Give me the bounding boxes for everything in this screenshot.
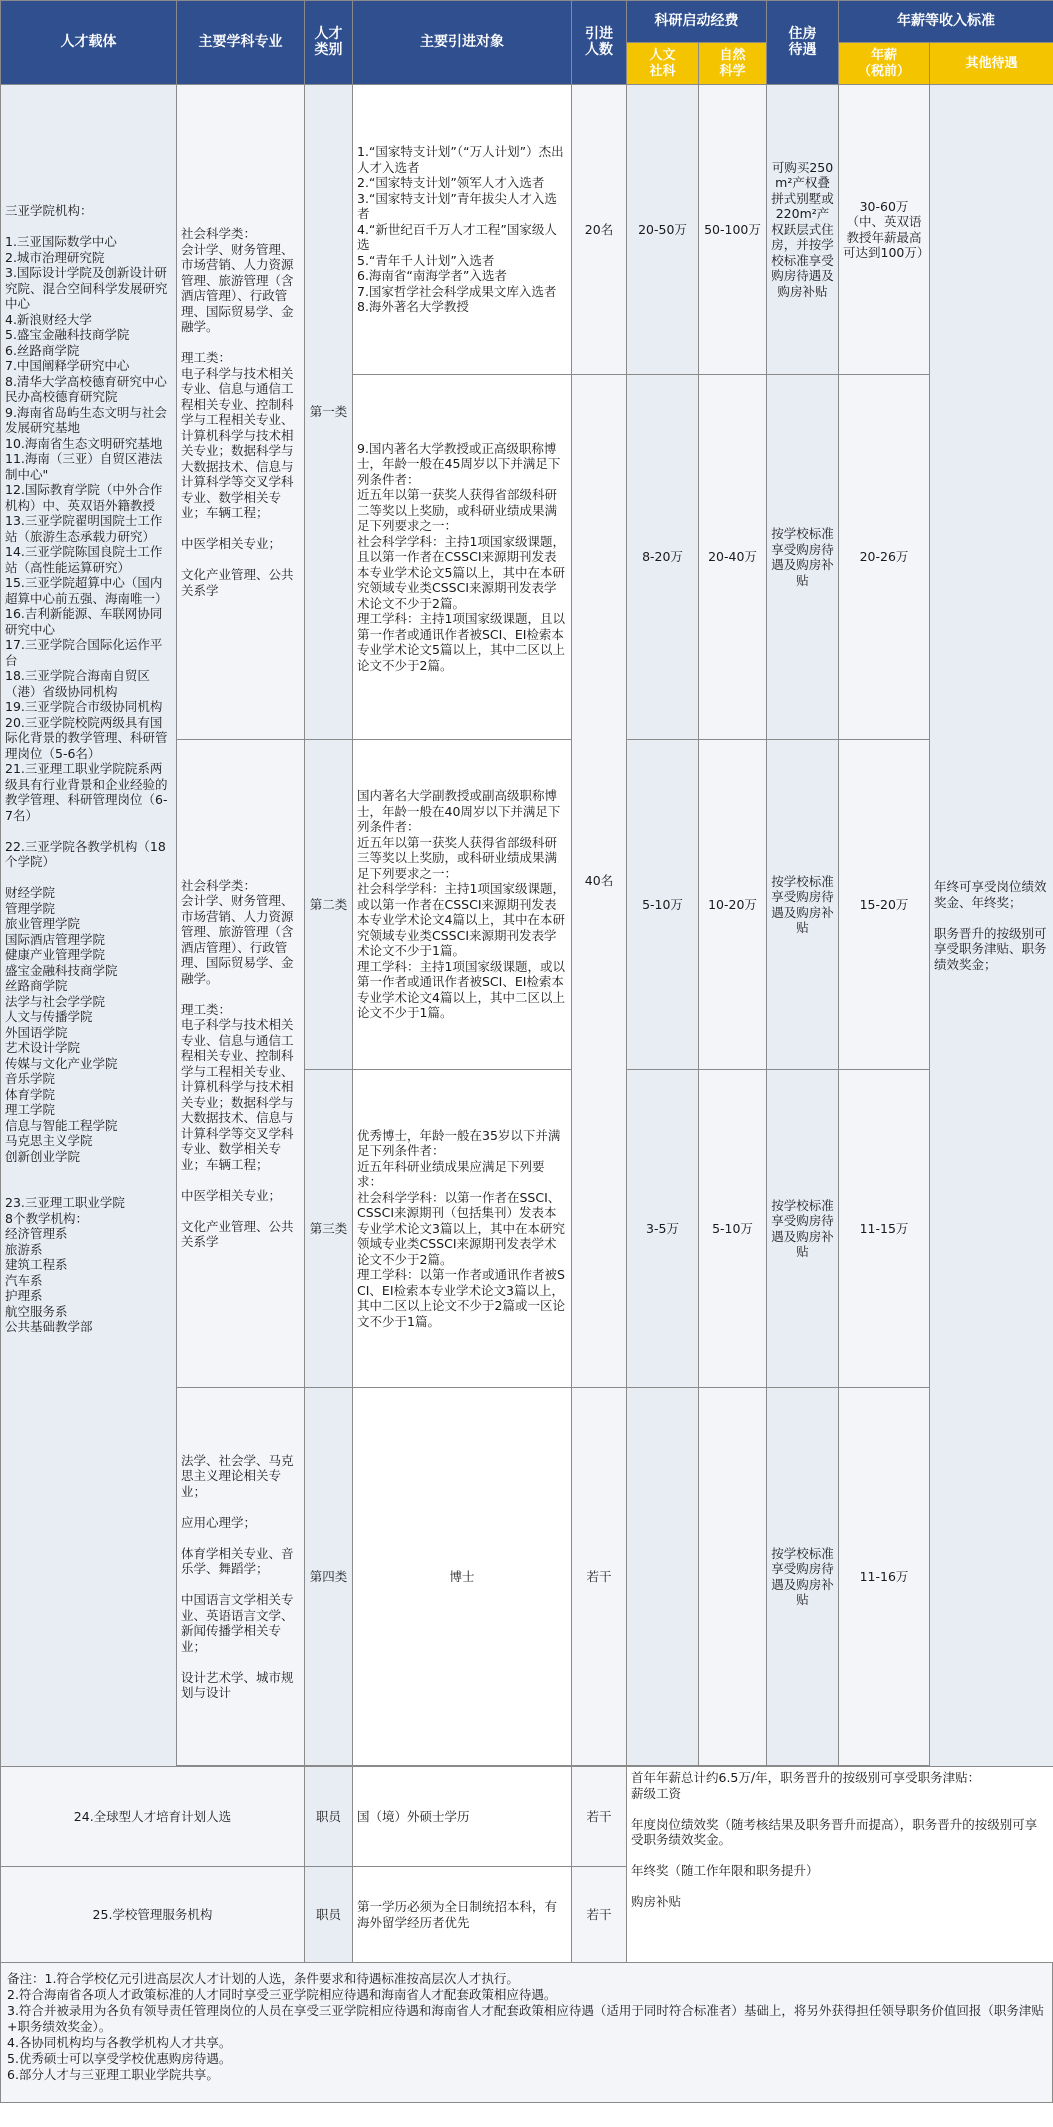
col-housing-header: 住房 待遇 <box>767 1 839 85</box>
col-fund-humanities-header: 人文 社科 <box>627 43 699 85</box>
category-4-fund-science <box>699 1388 767 1766</box>
majors-main-cell-2: 社会科学类： 会计学、财务管理、市场营销、人力资源管理、旅游管理（含酒店管理）、行政管理、国际贸易学、金融学。 理工类： 电子科学与技术相关专业、信息与通信工程相关专业、控制科学与工程相关专业、计算机科学与技术相关专业；数据科学与大数据技术、信息与计算科学等交叉学科专业、数学相关专业；车辆工程； 中医学相关专业； 文化产业管理、公共关系学 <box>177 740 305 1388</box>
staff-benefits-cell: 首年年薪总计约6.5万/年，职务晋升的按级别可享受职务津贴： 薪级工资 年度岗位绩效奖（随考核结果及职务晋升而提高），职务晋升的按级别可享受职务绩效奖金。 年终奖（随工作年限和职务提升） 购房补贴 <box>627 1767 1053 1963</box>
staff-24-target: 国（境）外硕士学历 <box>353 1767 572 1867</box>
category-1-salary-b: 20-26万 <box>839 375 930 740</box>
category-1-fund-science-a: 50-100万 <box>699 85 767 375</box>
staff-24-carrier: 24.全球型人才培育计划人选 <box>1 1767 305 1867</box>
category-1-fund-humanities-b: 8-20万 <box>627 375 699 740</box>
col-carrier-header: 人才载体 <box>1 1 177 85</box>
col-category-header: 人才 类别 <box>305 1 353 85</box>
staff-25-category: 职员 <box>305 1867 353 1963</box>
category-2-3-count: 40名 <box>572 375 627 1388</box>
category-4-targets: 博士 <box>353 1388 572 1766</box>
category-2-fund-humanities: 5-10万 <box>627 740 699 1070</box>
category-1-fund-science-b: 20-40万 <box>699 375 767 740</box>
staff-25-carrier: 25.学校管理服务机构 <box>1 1867 305 1963</box>
category-1-housing-b: 按学校标准享受购房待遇及购房补贴 <box>767 375 839 740</box>
category-1-housing-a: 可购买250m²产权叠拼式别墅或220m²产权跃层式住房，并按学校标准享受购房待遇及购房补贴 <box>767 85 839 375</box>
category-4-fund-humanities <box>627 1388 699 1766</box>
col-fund-science-header: 自然 科学 <box>699 43 767 85</box>
category-1-salary-a: 30-60万 （中、英双语教授年薪最高可达到100万） <box>839 85 930 375</box>
col-other-header: 其他待遇 <box>930 43 1053 85</box>
category-3-housing: 按学校标准享受购房待遇及购房补贴 <box>767 1070 839 1388</box>
category-2-housing: 按学校标准享受购房待遇及购房补贴 <box>767 740 839 1070</box>
category-3-cell: 第三类 <box>305 1070 353 1388</box>
col-targets-header: 主要引进对象 <box>353 1 572 85</box>
category-3-fund-humanities: 3-5万 <box>627 1070 699 1388</box>
majors-fourth-cell: 法学、社会学、马克思主义理论相关专业； 应用心理学； 体育学相关专业、音乐学、舞蹈学； 中国语言文学相关专业、英语语言文学、新闻传播学相关专业； 设计艺术学、城市规划与设计 <box>177 1388 305 1766</box>
col-fund-header: 科研启动经费 <box>627 1 767 43</box>
category-2-salary: 15-20万 <box>839 740 930 1070</box>
category-1-targets-b: 9.国内著名大学教授或正高级职称博士，年龄一般在45周岁以下并满足下列条件者： 近五年以第一获奖人获得省部级科研二等奖以上奖励，或科研业绩成果满足下列要求之一： 社会科学学科：主持1项国家级课题，且以第一作者在CSSCI来源期刊发表本专业学术论文5篇以上，其中在本研究领域专业类CSSCI来源期刊发表学术论文不少于2篇。 理工学科：主持1项国家级课题，且以第一作者或通讯作者被SCI、EI检索本专业学术论文5篇以上，其中二区以上论文不少于2篇。 <box>353 375 572 740</box>
category-3-targets: 优秀博士，年龄一般在35岁以下并满足下列条件者： 近五年科研业绩成果应满足下列要求： 社会科学学科：以第一作者在SSCI、CSSCI来源期刊（包括集刊）发表本专业学术论文3篇以上，其中在本研究领域专业类CSSCI来源期刊发表学术论文不少于2篇。 理工学科：以第一作者或通讯作者被SCI、EI检索本专业学术论文3篇以上，其中二区以上论文不少于2篇或一区论文不少于1篇。 <box>353 1070 572 1388</box>
staff-25-count: 若干 <box>572 1867 627 1963</box>
other-benefits-cell: 年终可享受岗位绩效奖金、年终奖； 职务晋升的按级别可享受职务津贴、职务绩效奖金； <box>930 85 1053 1767</box>
carrier-main-cell: 三亚学院机构： 1.三亚国际数学中心 2.城市治理研究院 3.国际设计学院及创新设计研究院、混合空间科学发展研究中心 4.新浪财经大学 5.盛宝金融科技商学院 6.丝路商学院 7.中国阐释学研究中心 8.清华大学高校德育研究中心民办高校德育研究院 9.海南省岛屿生态文明与社会发展研究基地 10.海南省生态文明研究基地 11.海南（三亚）自贸区港法制中心" 12.国际教育学院（中外合作机构）中、英双语外籍教授 13.三亚学院翟明国院士工作站（旅游生态承载力研究） 14.三亚学院陈国良院士工作站（高性能运算研究） 15.三亚学院超算中心（国内超算中心前五强、海南唯一） 16.吉利新能源、车联网协同研究中心 17.三亚学院合国际化运作平台 18.三亚学院合海南自贸区（港）省级协同机构 19.三亚学院合市级协同机构 20.三亚学院校院两级具有国际化背景的教学管理、科研管理岗位（5-6名） 21.三亚理工职业学院院系两级具有行业背景和企业经验的教学管理、科研管理岗位（6-7名） 22.三亚学院各教学机构（18个学院） 财经学院 管理学院 旅业管理学院 国际酒店管理学院 健康产业管理学院 盛宝金融科技商学院 丝路商学院 法学与社会学学院 人文与传播学院 外国语学院 艺术设计学院 传媒与文化产业学院 音乐学院 体育学院 理工学院 信息与智能工程学院 马克思主义学院 创新创业学院 23.三亚理工职业学院 8个教学机构： 经济管理系 旅游系 建筑工程系 汽车系 护理系 航空服务系 公共基础教学部 <box>1 85 177 1767</box>
category-1-cell: 第一类 <box>305 85 353 740</box>
category-2-fund-science: 10-20万 <box>699 740 767 1070</box>
majors-main-cell: 社会科学类： 会计学、财务管理、市场营销、人力资源管理、旅游管理（含酒店管理）、行政管理、国际贸易学、金融学。 理工类： 电子科学与技术相关专业、信息与通信工程相关专业、控制科学与工程相关专业、计算机科学与技术相关专业；数据科学与大数据技术、信息与计算科学等交叉学科专业、数学相关专业；车辆工程； 中医学相关专业； 文化产业管理、公共关系学 <box>177 85 305 740</box>
category-4-housing: 按学校标准享受购房待遇及购房补贴 <box>767 1388 839 1766</box>
col-majors-header: 主要学科专业 <box>177 1 305 85</box>
category-4-salary: 11-16万 <box>839 1388 930 1766</box>
category-2-targets: 国内著名大学副教授或副高级职称博士，年龄一般在40周岁以下并满足下列条件者： 近五年以第一获奖人获得省部级科研三等奖以上奖励，或科研业绩成果满足下列要求之一： 社会科学学科：主持1项国家级课题，或以第一作者在CSSCI来源期刊发表本专业学术论文4篇以上，其中在本研究领域专业类CSSCI来源期刊发表学术论文不少于1篇。 理工学科：主持1项国家级课题，或以第一作者或通讯作者被SCI、EI检索本专业学术论文4篇以上，其中二区以上论文不少于1篇。 <box>353 740 572 1070</box>
category-1-count: 20名 <box>572 85 627 375</box>
staff-25-target: 第一学历必须为全日制统招本科，有海外留学经历者优先 <box>353 1867 572 1963</box>
col-income-header: 年薪等收入标准 <box>839 1 1053 43</box>
category-3-fund-science: 5-10万 <box>699 1070 767 1388</box>
staff-24-count: 若干 <box>572 1767 627 1867</box>
category-4-cell: 第四类 <box>305 1388 353 1766</box>
col-salary-header: 年薪 （税前） <box>839 43 930 85</box>
category-3-salary: 11-15万 <box>839 1070 930 1388</box>
category-4-count: 若干 <box>572 1388 627 1766</box>
category-1-targets-a: 1.“国家特支计划”（“万人计划”）杰出人才入选者 2.“国家特支计划”领军人才入选者 3.“国家特支计划”青年拔尖人才入选者 4.“新世纪百千万人才工程”国家级人选 5.“青年千人计划”入选者 6.海南省“南海学者”入选者 7.国家哲学社会科学成果文库入选者 8.海外著名大学教授 <box>353 85 572 375</box>
category-2-cell: 第二类 <box>305 740 353 1070</box>
col-count-header: 引进 人数 <box>572 1 627 85</box>
category-1-fund-humanities-a: 20-50万 <box>627 85 699 375</box>
notes-block: 备注：1.符合学校亿元引进高层次人才计划的人选，条件要求和待遇标准按高层次人才执行。 2.符合海南省各项人才政策标准的人才同时享受三亚学院相应待遇和海南省人才配套政策相应待遇。 3.符合并被录用为各负有领导责任管理岗位的人员在享受三亚学院相应待遇和海南省人才配套政策相应待遇（适用于同时符合标准者）基础上，将另外获得担任领导职务价值回报（职务津贴+职务绩效奖金）。 4.各协同机构均与各教学机构人才共享。 5.优秀硕士可以享受学校优惠购房待遇。 6.部分人才与三亚理工职业学院共享。 <box>0 1963 1053 2103</box>
staff-24-category: 职员 <box>305 1767 353 1867</box>
